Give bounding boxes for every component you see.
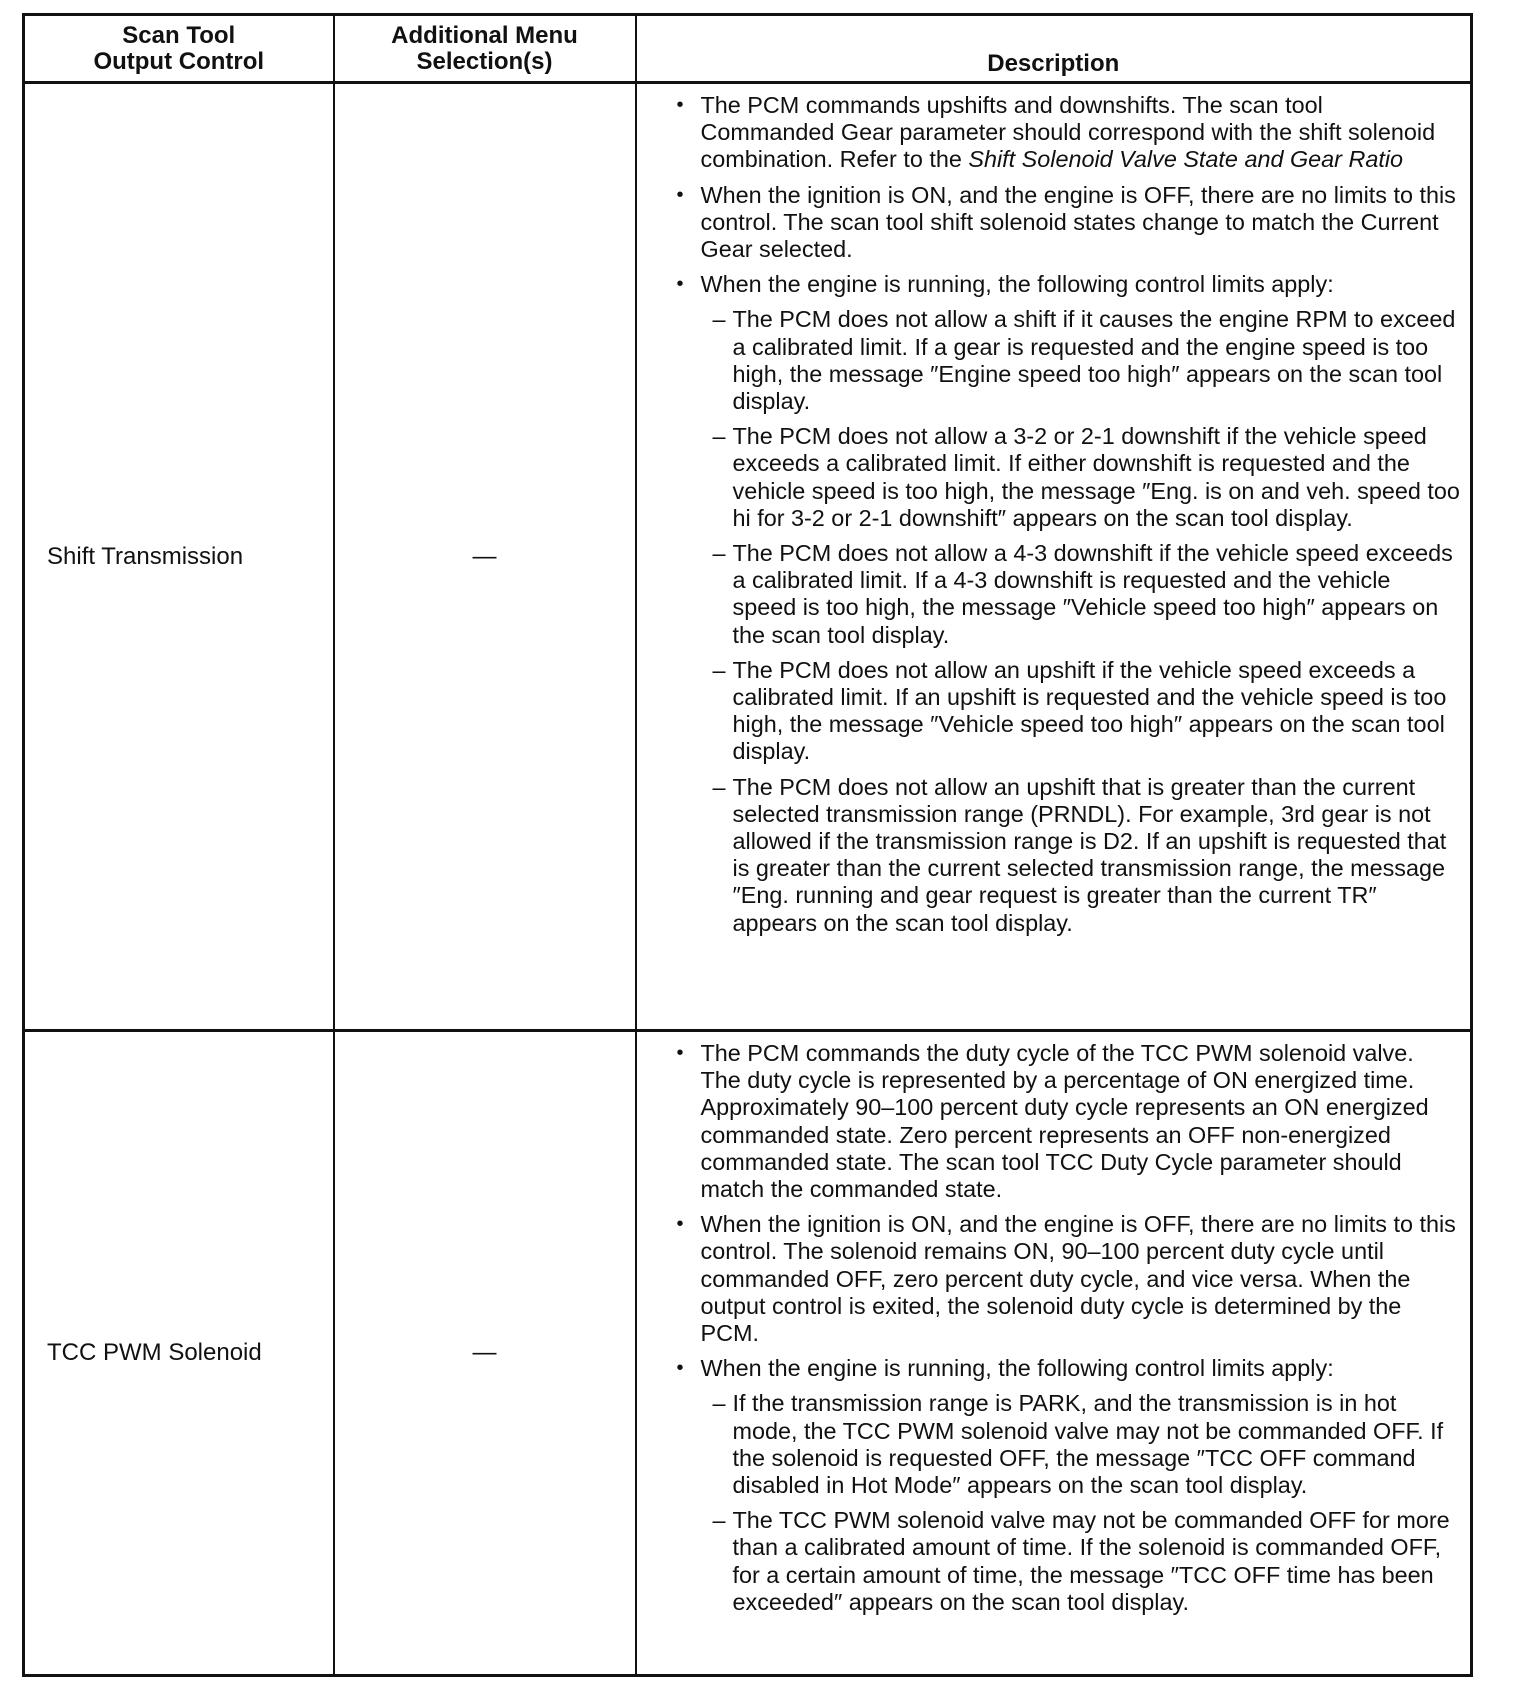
- description-bullet: [637, 182, 1461, 264]
- bullet-icon: •: [676, 183, 684, 206]
- bullet-text: When the ignition is ON, and the engine is OFF, there are no limits to this control. The scan tool shift solenoid states change to match the Current Gear selected.: [700, 181, 1456, 263]
- dash-icon: –: [712, 1507, 726, 1534]
- sub-item-text: The TCC PWM solenoid valve may not be commanded OFF for more than a calibrated amount of time. If the solenoid is commanded OFF, for a certain amount of time, the message ″TCC OFF time has been exceeded″ appears on the scan tool display.: [732, 1507, 1450, 1615]
- bullet-text: When the engine is running, the following control limits apply:: [700, 271, 1334, 298]
- menu-selection-cell: —: [334, 83, 636, 1031]
- header-menu-selection-line2: Selection(s): [416, 47, 553, 75]
- description-sub-item: [637, 306, 1461, 415]
- description-sub-item: [637, 1507, 1461, 1616]
- header-description: [636, 15, 1472, 83]
- description-bullet: [637, 1040, 1461, 1203]
- sub-item-text: The PCM does not allow an upshift if the vehicle speed exceeds a calibrated limit. If an upshift is requested and the vehicle speed is too high, the message ″Vehicle speed too high″ appears on the scan tool display.: [732, 656, 1447, 765]
- dash-icon: –: [712, 306, 726, 333]
- description-sub-item: [637, 540, 1461, 649]
- description-bullet: [637, 1211, 1461, 1347]
- bullet-text: When the engine is running, the following control limits apply:: [700, 1355, 1334, 1382]
- header-menu-selection-line1: Additional Menu: [391, 21, 578, 49]
- description-sub-item: [637, 423, 1461, 532]
- bullet-text: When the ignition is ON, and the engine is OFF, there are no limits to this control. The solenoid remains ON, 90–100 percent duty cycle until commanded OFF, zero percent duty cycle, and vice versa. When the output control is exited, the solenoid duty cycle is determined by the PCM.: [700, 1211, 1456, 1347]
- bullet-icon: •: [676, 94, 684, 116]
- description-bullet: [637, 1355, 1461, 1382]
- description-sub-item: [637, 774, 1461, 937]
- header-output-control-line2: Output Control: [93, 47, 265, 75]
- sub-item-text: If the transmission range is PARK, and the transmission is in hot mode, the TCC PWM solenoid valve may not be commanded OFF. If the solenoid is requested OFF, the message ″TCC OFF command disabled in Hot Mode″ appears on the scan tool display.: [732, 1390, 1444, 1499]
- header-description-label: Description: [987, 50, 1120, 77]
- menu-selection-cell: —: [334, 1031, 636, 1676]
- bullet-icon: •: [676, 1042, 684, 1064]
- description-sub-item: [637, 1390, 1461, 1499]
- bullet-text: The PCM commands upshifts and downshifts. The scan tool Commanded Gear parameter should correspond with the shift solenoid combination. Refer to the: [700, 92, 1436, 173]
- header-output-control: [24, 15, 334, 83]
- dash-icon: –: [712, 423, 726, 450]
- table-row-shift-transmission: [24, 83, 1472, 1031]
- bullet-text-italic-reference: Shift Solenoid Valve State and Gear Ratio: [968, 146, 1404, 173]
- dash-icon: –: [712, 1390, 726, 1417]
- sub-item-text: The PCM does not allow a shift if it causes the engine RPM to exceed a calibrated limit. If a gear is requested and the engine speed is too high, the message ″Engine speed too high″ appears on the scan tool display.: [732, 306, 1456, 415]
- sub-item-text: The PCM does not allow a 3-2 or 2-1 downshift if the vehicle speed exceeds a calibrated limit. If either downshift is requested and the vehicle speed is too high, the message ″Eng. is on and veh. speed too hi for 3-2 or 2-1 downshift″ appears on the scan tool display.: [732, 423, 1460, 531]
- sub-item-text: The PCM does not allow a 4-3 downshift if the vehicle speed exceeds a calibrated limit. If a 4-3 downshift is requested and the vehicle speed is too high, the message ″Vehicle speed too high″ appears on the scan tool display.: [732, 540, 1453, 648]
- dash-icon: –: [712, 773, 726, 800]
- description-cell: [636, 83, 1472, 1031]
- description-sub-item: [637, 657, 1461, 766]
- table-row-tcc-pwm-solenoid: [24, 1031, 1472, 1676]
- description-bullet: [637, 92, 1461, 174]
- description-cell: [636, 1031, 1472, 1676]
- sub-item-text: The PCM does not allow an upshift that is greater than the current selected transmission range (PRNDL). For example, 3rd gear is not allowed if the transmission range is D2. If an upshift is requested that is greater than the current selected transmission range, the message ″Eng. running and gear request is greater than the current TR″ appears on the scan tool display.: [732, 773, 1447, 936]
- bullet-text: The PCM commands the duty cycle of the TCC PWM solenoid valve. The duty cycle is represented by a percentage of ON energized time. Approximately 90–100 percent duty cycle represents an ON energized commanded state. Zero percent represents an OFF non-energized commanded state. The scan tool TCC Duty Cycle parameter should match the commanded state.: [700, 1040, 1429, 1203]
- dash-icon: –: [712, 656, 726, 683]
- output-control-cell: TCC PWM Solenoid: [24, 1031, 334, 1676]
- header-menu-selection: [334, 15, 636, 83]
- header-output-control-line1: Scan Tool: [122, 21, 236, 49]
- bullet-icon: •: [676, 1213, 684, 1236]
- output-control-cell: Shift Transmission: [24, 83, 334, 1031]
- bullet-icon: •: [676, 1357, 684, 1380]
- scan-tool-output-control-table: [22, 13, 1473, 1677]
- table-header-row: [24, 15, 1472, 83]
- dash-icon: –: [712, 540, 726, 567]
- bullet-icon: •: [676, 273, 684, 296]
- description-bullet: [637, 271, 1461, 298]
